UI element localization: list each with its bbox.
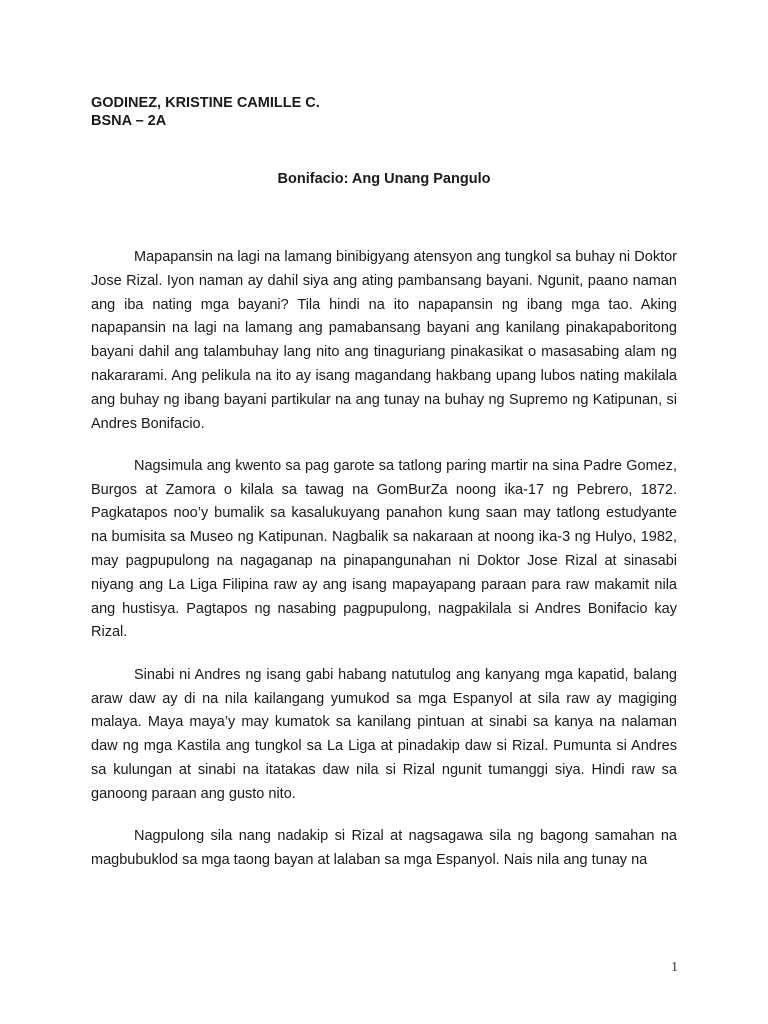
page-number: 1 [671,960,678,975]
document-header [91,94,320,130]
class-section: BSNA – 2A [91,113,167,129]
paragraph-1: Mapapansin na lagi na lamang binibigyang atensyon ang tungkol sa buhay ni Doktor Jose Rizal. Iyon naman ay dahil siya ang ating pambansang bayani. Ngunit, paano naman ang iba nating mga bayani? Tila hindi na ito napapansin ng ibang mga tao. Aking napapansin na lagi na lamang ang pamabansang bayani ang kanilang pinakapaboritong bayani dahil ang talambuhay lang nito ang tinaguriang pinakasikat o masasabing alam ng nakararami. Ang pelikula na ito ay isang magandang hakbang upang lubos nating makilala ang buhay ng ibang bayani partikular na ang tunay na buhay ng Supremo ng Katipunan, si Andres Bonifacio. [91,249,677,432]
paragraph-4: Nagpulong sila nang nadakip si Rizal at nagsagawa sila ng bagong samahan na magbubuklod sa mga taong bayan at lalaban sa mga Espanyol. Nais nila ang tunay na [91,828,677,868]
document-title: Bonifacio: Ang Unang Pangulo [277,171,491,187]
document-body [91,246,677,891]
author-name: GODINEZ, KRISTINE CAMILLE C. [91,95,320,111]
paragraph-3: Sinabi ni Andres ng isang gabi habang natutulog ang kanyang mga kapatid, balang araw daw ay di na nila kailangang yumukod sa mga Espanyol at sila raw ay magiging malaya. Maya maya’y may kumatok sa kanilang pintuan at sinabi sa kanya na nalaman daw ng mga Kastila ang tungkol sa La Liga at pinadakip daw si Rizal. Pumunta si Andres sa kulungan at sinabi na itatakas daw nila si Rizal ngunit tumanggi siya. Hindi raw sa ganoong paraan ang gusto nito. [91,666,677,802]
paragraph-2: Nagsimula ang kwento sa pag garote sa tatlong paring martir na sina Padre Gomez, Burgos at Zamora o kilala sa tawag na GomBurZa noong ika-17 ng Pebrero, 1872. Pagkatapos noo’y bumalik sa kasalukuyang panahon kung saan may tatlong estudyante na bumisita sa Museo ng Katipunan. Nagbalik sa nakaraan at noong ika-3 ng Hulyo, 1982, may pagpupulong na nagaganap na pinapangunahan ni Doktor Jose Rizal at sinasabi niyang ang La Liga Filipina raw ay ang isang mapayapang paraan para raw makamit nila ang hustisya. Pagtapos ng nasabing pagpupulong, nagpakilala si Andres Bonifacio kay Rizal. [91,457,677,641]
